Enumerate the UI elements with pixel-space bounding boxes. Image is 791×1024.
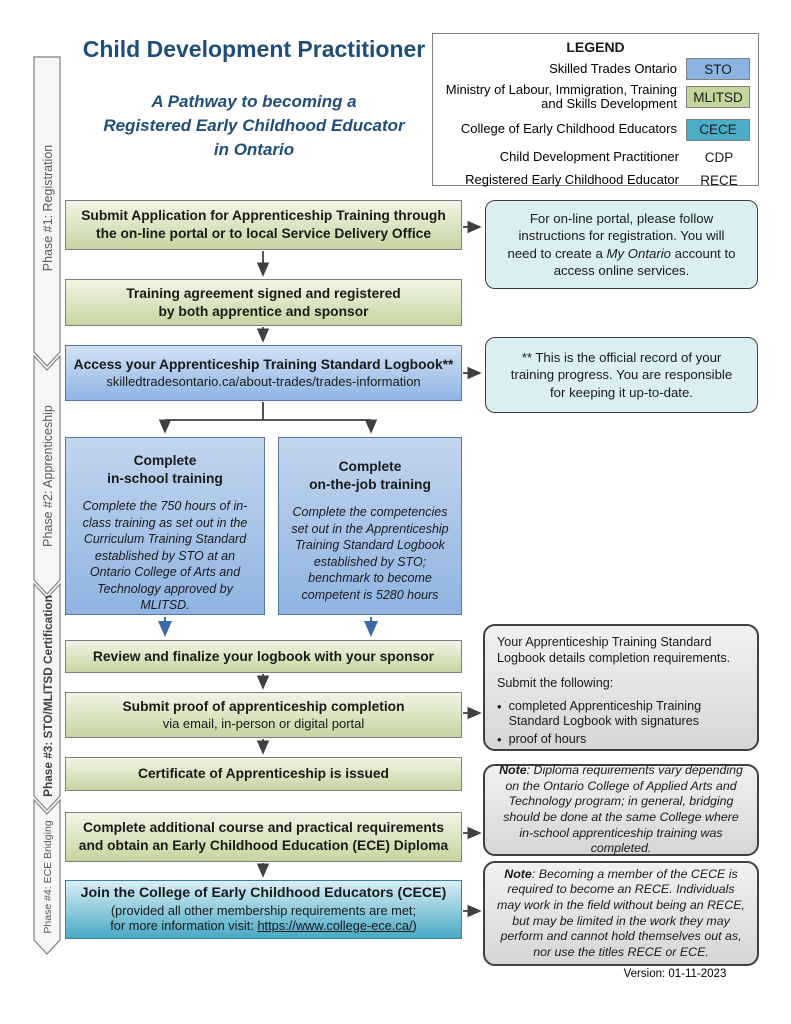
step-text-line: by both apprentice and sponsor — [158, 303, 369, 319]
note-text-line: instructions for registration. You will — [518, 228, 725, 244]
legend-label: Registered Early Childhood Educator — [465, 172, 679, 188]
page-title: Child Development Practitioner — [82, 36, 426, 62]
note-text-line: for keeping it up-to-date. — [550, 384, 693, 400]
subtitle-line-2: Registered Early Childhood Educator — [103, 115, 405, 135]
note-diploma-requirements — [483, 764, 759, 856]
note-logbook-record — [485, 337, 758, 413]
note-bullet-item — [497, 732, 745, 748]
note-text-part: : Becoming a member of the CECE is required to become an RECE. Individuals may work in the field without being an RECE, but may be limited in the work they may perform and cannot hold themselves out as, nor use the titles RECE or ECE. — [497, 866, 745, 959]
note-paragraph: Your Apprenticeship Training Standard Logbook details completion requirements. — [497, 635, 731, 665]
blue-arrows — [165, 617, 371, 634]
link-suffix-text: ) — [412, 918, 417, 934]
step-text-line: Submit proof of apprenticeship completion — [122, 698, 405, 714]
step-text-line: Training agreement signed and registered — [126, 285, 401, 301]
step-submit-application — [65, 200, 462, 250]
step-text-line: via email, in-person or digital portal — [162, 715, 365, 731]
step-review-logbook — [65, 640, 462, 673]
step-title-line: Complete — [133, 453, 197, 468]
note-flow-text — [497, 867, 745, 961]
step-body-text: Complete the 750 hours of in-class training as set out in the Curriculum Training Standard established by STO at an Ontario College of Arts and Technology approved by MLITSD. — [82, 499, 248, 613]
phase-rail — [33, 56, 63, 958]
note-text-line: For on-line portal, please follow — [529, 211, 714, 227]
step-access-logbook — [65, 345, 462, 401]
legend-row-cece — [441, 119, 750, 141]
step-certificate-issued — [65, 757, 462, 791]
step-text-line: Join the College of Early Childhood Educators (CECE) — [80, 885, 447, 902]
note-text-part: need to create a — [507, 245, 607, 261]
phase-4-label: Phase #4: ECE Bridging — [42, 820, 54, 934]
step-text-line: and obtain an Early Childhood Education (ECE) Diploma — [78, 838, 449, 853]
note-text-part: account to — [670, 245, 736, 261]
step-title-line: Complete — [338, 459, 402, 474]
step-text-line: Review and finalize your logbook with your sponsor — [92, 648, 435, 664]
note-bullet-item — [497, 699, 745, 731]
legend-chip-cece: CECE — [686, 119, 750, 141]
note-flow-text — [497, 763, 745, 857]
legend-label: College of Early Childhood Educators — [460, 121, 677, 137]
step-body-text: Complete the competencies set out in the Apprenticeship Training Standard Logbook established by STO; benchmark to become competent is 5280 hours — [291, 505, 449, 602]
logbook-url-text: skilledtradesontario.ca/about-trades/trades-information — [106, 373, 421, 389]
legend-chip-mlitsd: MLITSD — [686, 86, 750, 108]
step-title-line: on-the-job training — [309, 476, 431, 492]
step-on-the-job-training — [278, 437, 462, 615]
legend-label: Child Development Practitioner — [499, 149, 679, 165]
cece-website-link[interactable]: https://www.college-ece.ca/ — [257, 918, 413, 934]
note-label: Note — [504, 866, 532, 881]
bullet-text: • proof of hours — [508, 732, 587, 747]
step-text-line: Submit Application for Apprenticeship Training through — [81, 208, 446, 224]
legend-label: Skilled Trades Ontario — [549, 60, 677, 76]
phase-2-label: Phase #2: Apprenticeship — [41, 405, 55, 547]
legend-label: Ministry of Labour, Immigration, Training and Skills Development — [445, 82, 677, 112]
step-text-line — [110, 918, 417, 934]
legend-box — [432, 33, 759, 189]
note-text-line: training progress. You are responsible — [510, 367, 733, 383]
note-text-part: : Diploma requirements vary depending on the Ontario College of Applied Arts and Technology program; in general, bridging should be done at the same College where in-school apprenticeship training was completed. — [503, 763, 743, 856]
step-text-line: the on-line portal or to local Service Delivery Office — [95, 226, 432, 241]
legend-row-rece — [441, 171, 750, 191]
step-title-line: in-school training — [107, 470, 223, 486]
note-paragraph: Submit the following: — [497, 675, 614, 690]
phase-3-label: Phase #3: STO/MLITSD Certification — [41, 595, 55, 797]
legend-row-sto — [441, 58, 750, 80]
legend-chip-cdp: CDP — [704, 150, 734, 166]
bullet-text: • completed Apprenticeship Training Standard Logbook with signatures — [508, 698, 702, 729]
legend-chip-rece: RECE — [700, 173, 738, 189]
branch-connector — [165, 402, 371, 420]
step-text-line: Complete additional course and practical requirements — [82, 820, 445, 836]
legend-row-cdp — [441, 148, 750, 168]
legend-chip-sto: STO — [686, 58, 750, 80]
step-join-cece — [65, 880, 462, 939]
note-online-portal — [485, 200, 758, 289]
note-text-line: ** This is the official record of your — [521, 350, 722, 366]
step-text-line: Access your Apprenticeship Training Standard Logbook** — [73, 356, 454, 372]
step-text-line: Certificate of Apprenticeship is issued — [138, 766, 389, 782]
page-subtitle — [60, 90, 448, 161]
step-in-school-training — [65, 437, 265, 615]
version-text: Version: 01-11-2023 — [623, 968, 727, 980]
note-cece-membership — [483, 861, 759, 966]
legend-row-mlitsd — [441, 83, 750, 112]
note-completion-requirements — [483, 624, 759, 751]
subtitle-line-1: A Pathway to becoming a — [151, 92, 357, 111]
note-text-line — [494, 245, 749, 262]
note-label: Note — [499, 763, 527, 778]
phase-1-label: Phase #1: Registration — [41, 144, 55, 272]
step-ece-diploma — [65, 812, 462, 862]
my-ontario-italic-text: My Ontario — [606, 245, 671, 261]
step-text-line: (provided all other membership requirements are met; — [110, 902, 417, 918]
note-text-line: access online services. — [553, 262, 690, 278]
link-prefix-text: for more information visit: — [110, 918, 258, 934]
step-submit-proof — [65, 692, 462, 738]
step-training-agreement — [65, 279, 462, 326]
subtitle-line-3: in Ontario — [213, 139, 295, 159]
legend-title: LEGEND — [566, 39, 625, 55]
